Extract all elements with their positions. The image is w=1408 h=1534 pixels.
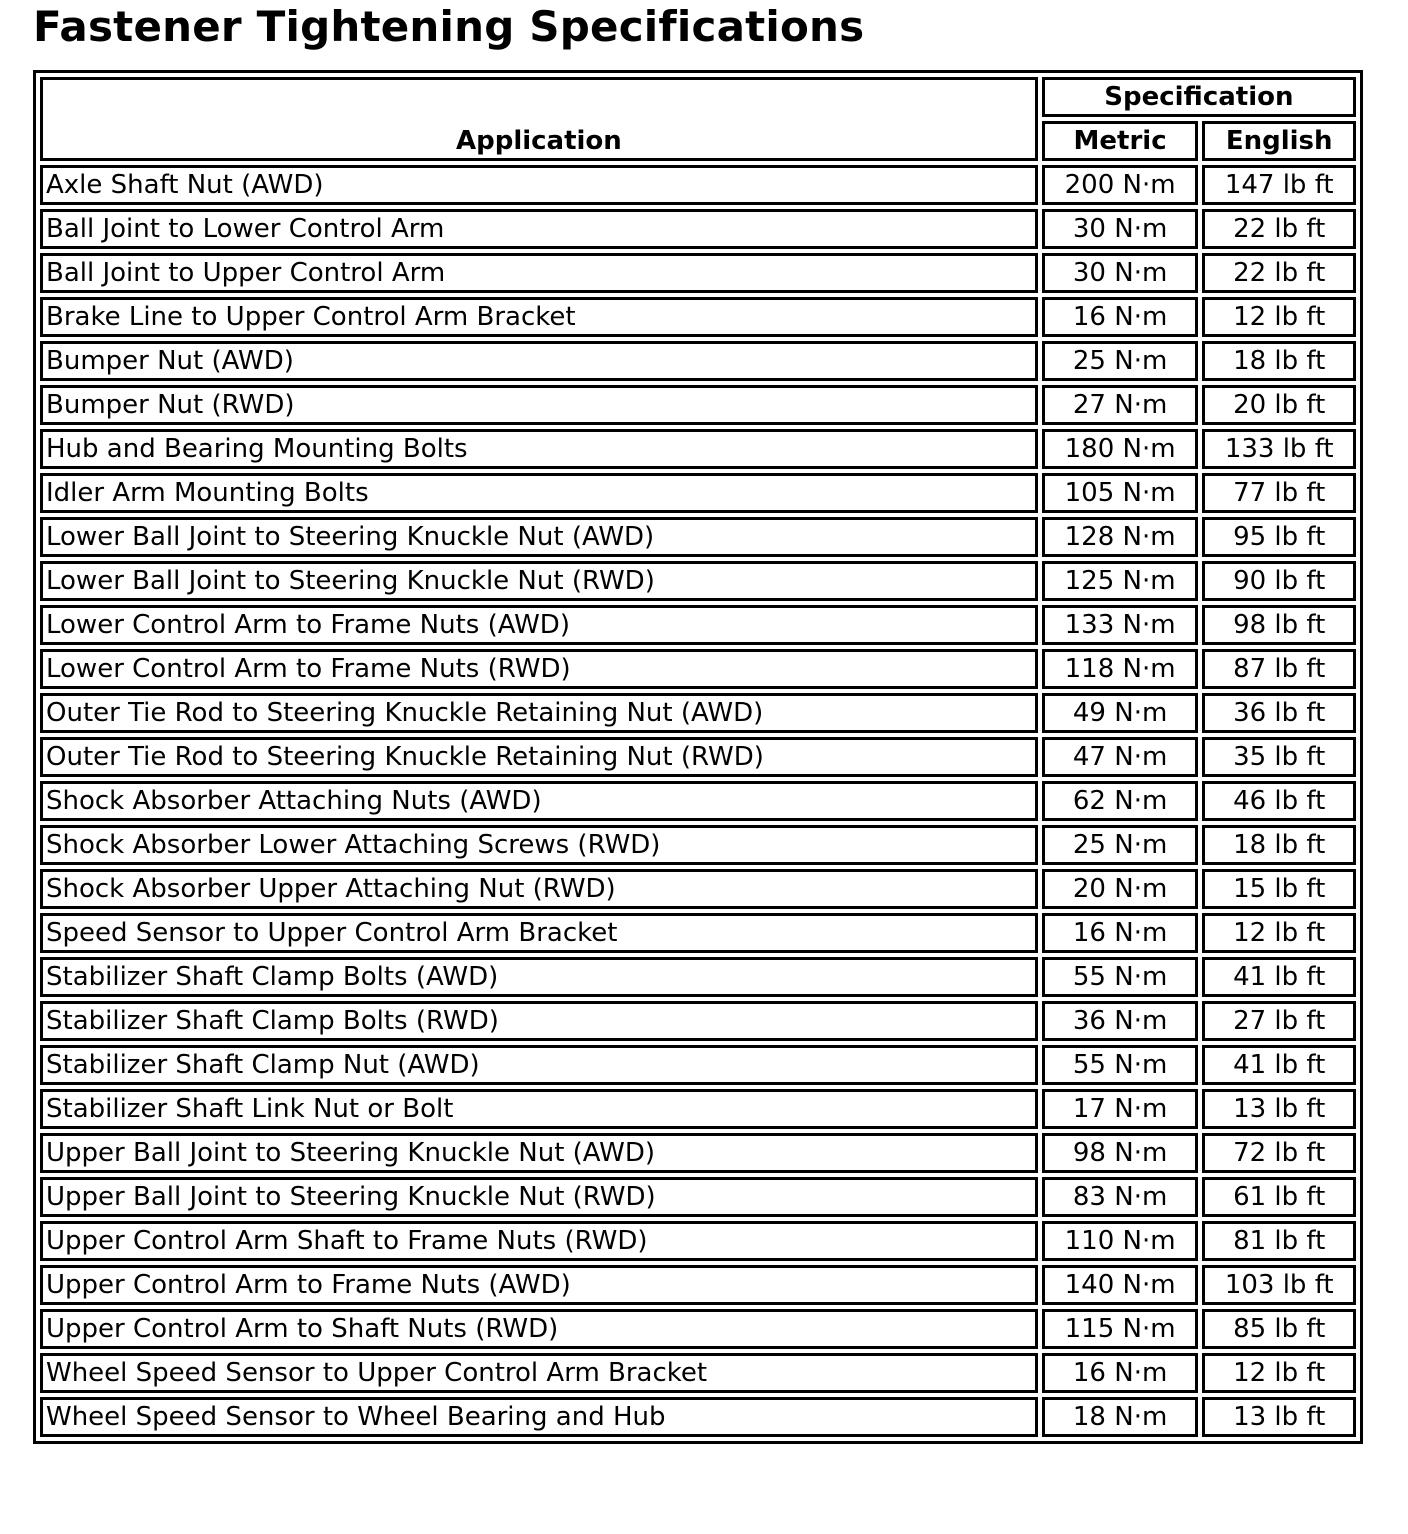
application-cell: Ball Joint to Upper Control Arm	[40, 253, 1038, 293]
header-english: English	[1202, 121, 1356, 161]
application-cell: Upper Control Arm Shaft to Frame Nuts (RWD)	[40, 1221, 1038, 1261]
metric-cell: 128 N·m	[1042, 517, 1199, 557]
english-cell: 90 lb ft	[1202, 561, 1356, 601]
english-cell: 147 lb ft	[1202, 165, 1356, 205]
english-cell: 12 lb ft	[1202, 1353, 1356, 1393]
english-cell: 22 lb ft	[1202, 209, 1356, 249]
metric-cell: 110 N·m	[1042, 1221, 1199, 1261]
table-row	[40, 1265, 1356, 1305]
application-cell: Ball Joint to Lower Control Arm	[40, 209, 1038, 249]
table-row	[40, 385, 1356, 425]
english-cell: 77 lb ft	[1202, 473, 1356, 513]
english-cell: 81 lb ft	[1202, 1221, 1356, 1261]
table-row	[40, 297, 1356, 337]
english-cell: 41 lb ft	[1202, 957, 1356, 997]
application-cell: Upper Ball Joint to Steering Knuckle Nut (RWD)	[40, 1177, 1038, 1217]
header-specification: Specification	[1042, 77, 1356, 117]
application-cell: Stabilizer Shaft Link Nut or Bolt	[40, 1089, 1038, 1129]
application-cell: Outer Tie Rod to Steering Knuckle Retaining Nut (AWD)	[40, 693, 1038, 733]
table-row	[40, 1001, 1356, 1041]
english-cell: 85 lb ft	[1202, 1309, 1356, 1349]
metric-cell: 25 N·m	[1042, 341, 1199, 381]
english-cell: 18 lb ft	[1202, 341, 1356, 381]
metric-cell: 180 N·m	[1042, 429, 1199, 469]
english-cell: 133 lb ft	[1202, 429, 1356, 469]
english-cell: 35 lb ft	[1202, 737, 1356, 777]
application-cell: Lower Control Arm to Frame Nuts (AWD)	[40, 605, 1038, 645]
application-cell: Wheel Speed Sensor to Wheel Bearing and Hub	[40, 1397, 1038, 1437]
table-row	[40, 1045, 1356, 1085]
metric-cell: 55 N·m	[1042, 957, 1199, 997]
english-cell: 98 lb ft	[1202, 605, 1356, 645]
table-row	[40, 1221, 1356, 1261]
english-cell: 13 lb ft	[1202, 1089, 1356, 1129]
english-cell: 72 lb ft	[1202, 1133, 1356, 1173]
table-row	[40, 429, 1356, 469]
metric-cell: 98 N·m	[1042, 1133, 1199, 1173]
application-cell: Bumper Nut (AWD)	[40, 341, 1038, 381]
metric-cell: 49 N·m	[1042, 693, 1199, 733]
metric-cell: 105 N·m	[1042, 473, 1199, 513]
application-cell: Stabilizer Shaft Clamp Nut (AWD)	[40, 1045, 1038, 1085]
page-title: Fastener Tightening Specifications	[33, 2, 865, 51]
metric-cell: 17 N·m	[1042, 1089, 1199, 1129]
table-row	[40, 737, 1356, 777]
table-row	[40, 1133, 1356, 1173]
english-cell: 27 lb ft	[1202, 1001, 1356, 1041]
application-cell: Lower Control Arm to Frame Nuts (RWD)	[40, 649, 1038, 689]
metric-cell: 20 N·m	[1042, 869, 1199, 909]
application-cell: Lower Ball Joint to Steering Knuckle Nut (RWD)	[40, 561, 1038, 601]
metric-cell: 118 N·m	[1042, 649, 1199, 689]
metric-cell: 18 N·m	[1042, 1397, 1199, 1437]
application-cell: Shock Absorber Upper Attaching Nut (RWD)	[40, 869, 1038, 909]
metric-cell: 16 N·m	[1042, 913, 1199, 953]
metric-cell: 30 N·m	[1042, 253, 1199, 293]
english-cell: 20 lb ft	[1202, 385, 1356, 425]
metric-cell: 30 N·m	[1042, 209, 1199, 249]
english-cell: 22 lb ft	[1202, 253, 1356, 293]
application-cell: Speed Sensor to Upper Control Arm Bracket	[40, 913, 1038, 953]
metric-cell: 16 N·m	[1042, 1353, 1199, 1393]
metric-cell: 55 N·m	[1042, 1045, 1199, 1085]
table-row	[40, 693, 1356, 733]
application-cell: Hub and Bearing Mounting Bolts	[40, 429, 1038, 469]
metric-cell: 25 N·m	[1042, 825, 1199, 865]
english-cell: 41 lb ft	[1202, 1045, 1356, 1085]
english-cell: 61 lb ft	[1202, 1177, 1356, 1217]
english-cell: 12 lb ft	[1202, 913, 1356, 953]
header-row	[40, 77, 1356, 117]
metric-cell: 47 N·m	[1042, 737, 1199, 777]
english-cell: 36 lb ft	[1202, 693, 1356, 733]
table-row	[40, 1177, 1356, 1217]
metric-cell: 27 N·m	[1042, 385, 1199, 425]
table-row	[40, 1089, 1356, 1129]
table-row	[40, 341, 1356, 381]
application-cell: Upper Control Arm to Shaft Nuts (RWD)	[40, 1309, 1038, 1349]
english-cell: 95 lb ft	[1202, 517, 1356, 557]
table-row	[40, 781, 1356, 821]
metric-cell: 16 N·m	[1042, 297, 1199, 337]
application-cell: Bumper Nut (RWD)	[40, 385, 1038, 425]
metric-cell: 62 N·m	[1042, 781, 1199, 821]
table-row	[40, 605, 1356, 645]
table-row	[40, 165, 1356, 205]
application-cell: Wheel Speed Sensor to Upper Control Arm Bracket	[40, 1353, 1038, 1393]
table-row	[40, 517, 1356, 557]
table-row	[40, 1397, 1356, 1437]
table-row	[40, 1353, 1356, 1393]
english-cell: 15 lb ft	[1202, 869, 1356, 909]
application-cell: Brake Line to Upper Control Arm Bracket	[40, 297, 1038, 337]
metric-cell: 133 N·m	[1042, 605, 1199, 645]
table-row	[40, 869, 1356, 909]
table-row	[40, 825, 1356, 865]
english-cell: 18 lb ft	[1202, 825, 1356, 865]
metric-cell: 200 N·m	[1042, 165, 1199, 205]
application-cell: Stabilizer Shaft Clamp Bolts (RWD)	[40, 1001, 1038, 1041]
application-cell: Shock Absorber Lower Attaching Screws (RWD)	[40, 825, 1038, 865]
application-cell: Upper Control Arm to Frame Nuts (AWD)	[40, 1265, 1038, 1305]
header-metric: Metric	[1042, 121, 1199, 161]
table-row	[40, 1309, 1356, 1349]
spec-table	[33, 70, 1363, 1444]
english-cell: 103 lb ft	[1202, 1265, 1356, 1305]
english-cell: 13 lb ft	[1202, 1397, 1356, 1437]
english-cell: 87 lb ft	[1202, 649, 1356, 689]
metric-cell: 115 N·m	[1042, 1309, 1199, 1349]
table-row	[40, 561, 1356, 601]
table-row	[40, 957, 1356, 997]
application-cell: Outer Tie Rod to Steering Knuckle Retaining Nut (RWD)	[40, 737, 1038, 777]
metric-cell: 125 N·m	[1042, 561, 1199, 601]
table-row	[40, 913, 1356, 953]
english-cell: 46 lb ft	[1202, 781, 1356, 821]
application-cell: Idler Arm Mounting Bolts	[40, 473, 1038, 513]
application-cell: Axle Shaft Nut (AWD)	[40, 165, 1038, 205]
metric-cell: 83 N·m	[1042, 1177, 1199, 1217]
table-row	[40, 209, 1356, 249]
header-application: Application	[40, 77, 1038, 161]
application-cell: Lower Ball Joint to Steering Knuckle Nut (AWD)	[40, 517, 1038, 557]
table-row	[40, 253, 1356, 293]
table-row	[40, 473, 1356, 513]
metric-cell: 36 N·m	[1042, 1001, 1199, 1041]
english-cell: 12 lb ft	[1202, 297, 1356, 337]
application-cell: Shock Absorber Attaching Nuts (AWD)	[40, 781, 1038, 821]
application-cell: Upper Ball Joint to Steering Knuckle Nut (AWD)	[40, 1133, 1038, 1173]
application-cell: Stabilizer Shaft Clamp Bolts (AWD)	[40, 957, 1038, 997]
metric-cell: 140 N·m	[1042, 1265, 1199, 1305]
table-row	[40, 649, 1356, 689]
